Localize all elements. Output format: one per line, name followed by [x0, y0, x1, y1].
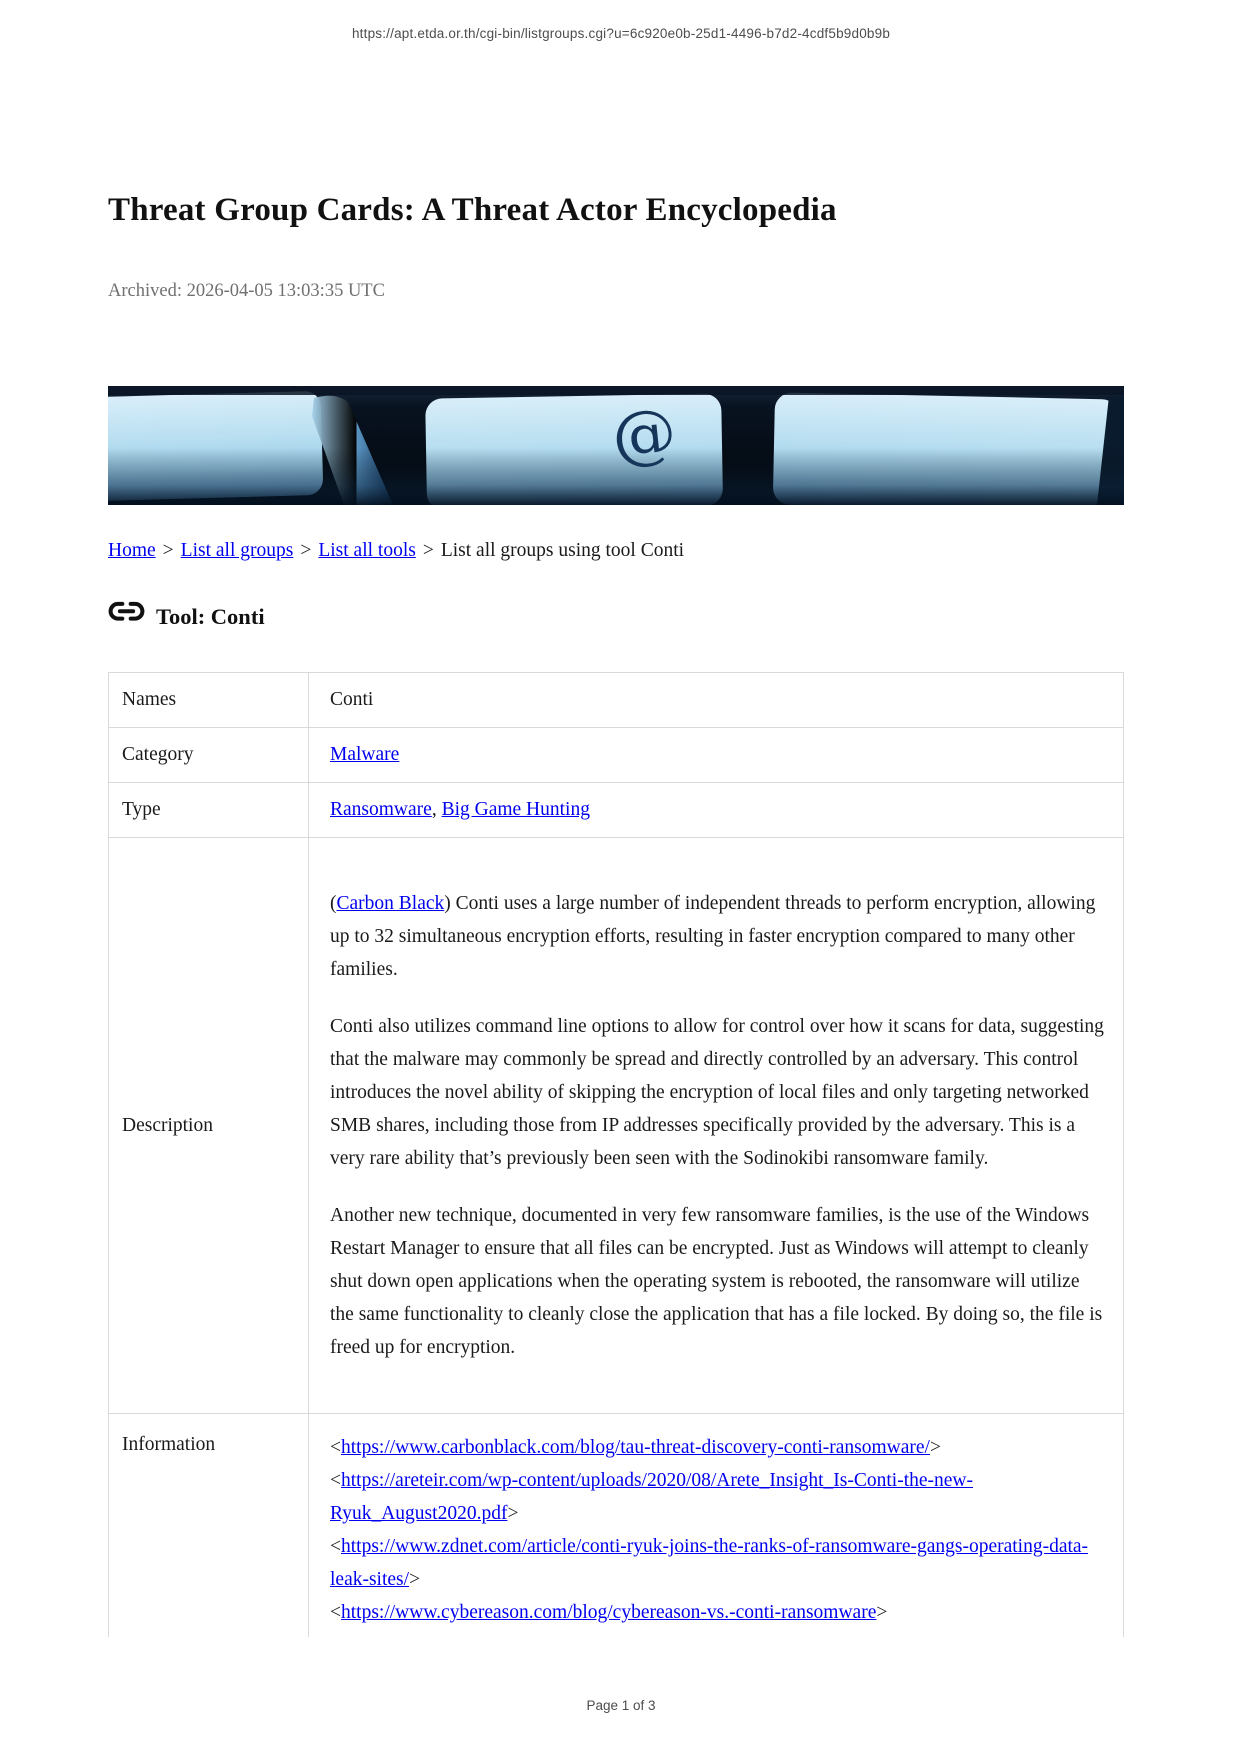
- page-number: Page 1 of 3: [586, 1698, 656, 1713]
- information-link-entry: [330, 1431, 1105, 1464]
- areteir-url-link[interactable]: https://areteir.com/wp-content/uploads/2020/08/Arete_Insight_Is-Conti-the-new-Ryuk_August2020.pdf: [330, 1470, 973, 1524]
- information-link-entry: [330, 1596, 1105, 1629]
- angle-bracket-close: >: [507, 1503, 519, 1524]
- names-label: Names: [109, 673, 309, 728]
- description-paragraph-1: [330, 887, 1105, 986]
- breadcrumb-link-home[interactable]: Home: [108, 540, 156, 561]
- section-heading: [108, 596, 265, 632]
- type-link-ransomware[interactable]: Ransomware: [330, 799, 432, 820]
- zdnet-url-link[interactable]: https://www.zdnet.com/article/conti-ryuk-joins-the-ranks-of-ransomware-gangs-operating-data-leak-sites/: [330, 1536, 1089, 1590]
- angle-bracket-close: >: [409, 1569, 421, 1590]
- cybereason-url-link[interactable]: https://www.cybereason.com/blog/cybereason-vs.-conti-ransomware: [341, 1602, 877, 1623]
- description-paragraph-2: Conti also utilizes command line options to allow for control over how it scans for data, suggesting that the malware may commonly be spread and directly controlled by an adversary. This control introduces the novel ability of skipping the encryption of local files and only targeting networked SMB shares, including those from IP addresses specifically provided by the adversary. This is a very rare ability that’s previously been seen with the Sodinokibi ransomware family.: [330, 1016, 1104, 1169]
- breadcrumb-link-list-all-tools[interactable]: List all tools: [318, 540, 416, 561]
- breadcrumb-separator: >: [422, 540, 434, 561]
- type-link-big-game-hunting[interactable]: Big Game Hunting: [441, 799, 590, 820]
- description-paragraph-1-text: ) Conti uses a large number of independent threads to perform encryption, allowing up to 32 simultaneous encryption efforts, resulting in faster encryption compared to many other families.: [330, 893, 1096, 980]
- type-separator: ,: [431, 799, 437, 820]
- description-paragraph-3: Another new technique, documented in very few ransomware families, is the use of the Windows Restart Manager to ensure that all files can be encrypted. Just as Windows will attempt to cleanly shut down open applications when the operating system is rebooted, the ransomware will utilize the same functionality to cleanly close the application that has a file locked. By doing so, the file is freed up for encryption.: [330, 1205, 1103, 1358]
- carbonblack-url-link[interactable]: https://www.carbonblack.com/blog/tau-threat-discovery-conti-ransomware/: [341, 1437, 930, 1458]
- breadcrumb-link-list-all-groups[interactable]: List all groups: [180, 540, 294, 561]
- tool-details-table: [108, 672, 1124, 1637]
- permalink-icon[interactable]: [108, 597, 145, 632]
- information-link-entry: [330, 1530, 1105, 1596]
- type-label: Type: [109, 783, 309, 838]
- keyboard-photo: [108, 386, 1124, 505]
- angle-bracket-close: >: [929, 1437, 941, 1458]
- page-title: Threat Group Cards: A Threat Actor Encyclopedia: [108, 192, 837, 228]
- carbon-black-link[interactable]: Carbon Black: [336, 893, 445, 914]
- print-header-url: https://apt.etda.or.th/cgi-bin/listgroups.cgi?u=6c920e0b-25d1-4496-b7d2-4cdf5b9d0b9b: [351, 26, 891, 41]
- angle-bracket-open: <: [330, 1470, 341, 1491]
- table-row-information: [109, 1414, 1124, 1638]
- angle-bracket-open: <: [330, 1536, 341, 1557]
- archived-timestamp: Archived: 2026-04-05 13:03:35 UTC: [108, 281, 385, 301]
- table-row-names: [109, 673, 1124, 728]
- description-label: Description: [109, 838, 309, 1414]
- names-value: Conti: [309, 673, 1124, 728]
- breadcrumb: [108, 540, 684, 562]
- description-text: [330, 887, 1105, 1364]
- section-title: Tool: Conti: [156, 604, 265, 629]
- breadcrumb-current: List all groups using tool Conti: [440, 540, 685, 561]
- information-label: Information: [109, 1414, 309, 1638]
- table-row-type: [109, 783, 1124, 838]
- category-link-malware[interactable]: Malware: [330, 744, 400, 765]
- paren-open: (: [330, 893, 337, 914]
- table-row-description: [109, 838, 1124, 1414]
- angle-bracket-open: <: [330, 1437, 341, 1458]
- information-link-entry: [330, 1464, 1105, 1530]
- breadcrumb-separator: >: [162, 540, 174, 561]
- table-row-category: [109, 728, 1124, 783]
- breadcrumb-separator: >: [300, 540, 312, 561]
- angle-bracket-close: >: [876, 1602, 888, 1623]
- banner-image: [108, 386, 1124, 505]
- at-symbol: @: [608, 394, 680, 476]
- angle-bracket-open: <: [330, 1602, 341, 1623]
- information-links: [330, 1431, 1105, 1629]
- category-label: Category: [109, 728, 309, 783]
